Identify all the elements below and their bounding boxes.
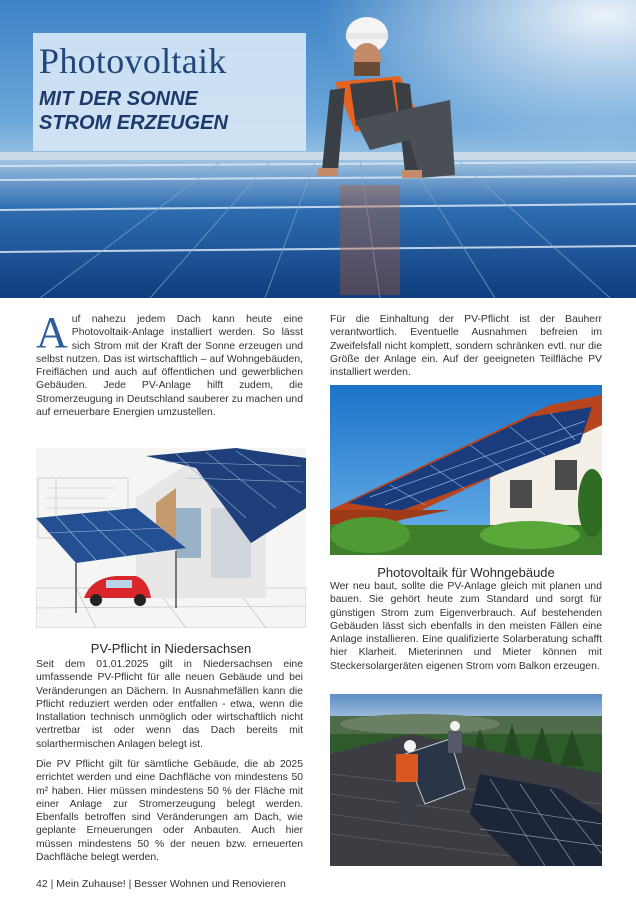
intro-paragraph [36, 308, 303, 419]
section-heading-wohngebaeude: Photovoltaik für Wohngebäude [377, 565, 555, 580]
house-render-image [36, 448, 306, 628]
roof-installers-image [330, 694, 602, 866]
intro-text: uf nahezu jedem Dach kann heute eine Photovoltaik-Anlage installiert werden. So lässt sich Strom mit der Kraft der Sonne erzeugen und selbst nutzen. Das ist wirtschaftlich – auf Wohngebäuden, Freiflächen und auch auf öffentlichen und gewerblichen Gebäuden. Jede PV-Anlage hilft zudem, die Stromerzeugung in Deutschland sauberer zu machen und auf erneuerbare Energien umzustellen. [36, 314, 303, 419]
wohngebaeude-paragraph: Wer neu baut, sollte die PV-Anlage gleich mit planen und bauen. Sie gehört heute zum Standard und sorgt für günstigen Strom zum Eigenverbrauch. Auf bestehenden Gebäuden lässt sich ebenfalls in den meisten Fällen eine Anlage installieren. Eine qualifizierte Solarberatung schafft hier Klarheit. Mieterinnen und Mieter können mit Steckersolargeräten eigenen Strom vom Balkon erzeugen. [330, 581, 602, 672]
section-heading-niedersachsen: PV-Pflicht in Niedersachsen [90, 641, 252, 656]
page-footer: 42 | Mein Zuhause! | Besser Wohnen und Renovieren [36, 878, 286, 890]
niedersachsen-paragraph-1: Seit dem 01.01.2025 gilt in Niedersachsen eine umfassende PV-Pflicht für alle neuen Gebäude und bei Veränderungen an Dächern. In Ausnahmefällen kann die Pflicht reduziert werden oder entfallen - etwa, wenn die Installation technisch unmöglich oder wirtschaftlich nicht vertretbar ist oder wenn das Dach bereits mit solarthermischen Anlagen belegt ist. [36, 659, 303, 750]
title-box [33, 33, 306, 151]
pv-obligation-paragraph: Für die Einhaltung der PV-Pflicht ist der Bauherr verantwortlich. Eventuelle Ausnahmen befreien im Zweifelsfall nicht komplett, sondern schränken evtl. nur die Größe der Anlage ein. Auf der geeigneten Teilfläche PV installiert werden. [330, 314, 602, 379]
page-title: Photovoltaik [39, 41, 227, 81]
drop-cap: A [36, 308, 68, 357]
subtitle-line-1: MIT DER SONNE [39, 88, 198, 110]
niedersachsen-paragraph-2: Die PV Pflicht gilt für sämtliche Gebäude, die ab 2025 errichtet werden und eine Dachfläche von mindestens 50 m² haben. Hier müssen mindestens 50 % der Fläche mit einer Anlage zur Stromerzeugung belegt werden. Ebenfalls betroffen sind Veränderungen am Dach, wie geplante Erneuerungen oder Anbauten. Auch hier müssen mindestens 50 % der neuen bzw. erneuerten Dachfläche belegt werden. [36, 759, 303, 864]
solar-roof-house-image [330, 385, 602, 555]
hero-image [0, 0, 636, 298]
subtitle-line-2: STROM ERZEUGEN [39, 112, 228, 134]
